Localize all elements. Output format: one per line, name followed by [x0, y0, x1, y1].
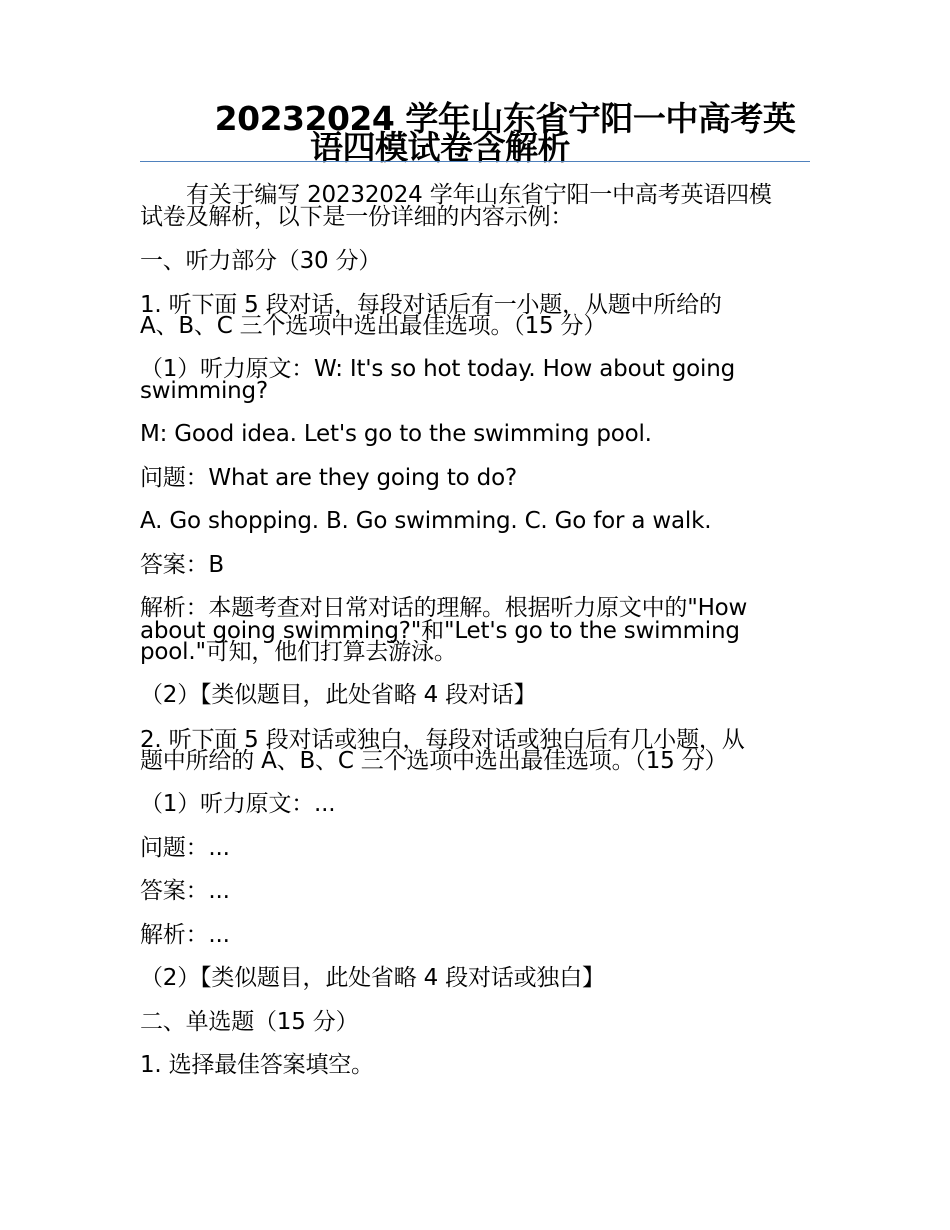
part-1-instruction-line-2: A、B、C 三个选项中选出最佳选项。（15 分）: [140, 313, 607, 339]
section-1-heading: 一、听力部分（30 分）: [140, 248, 382, 274]
title-line-1: 20232024 学年山东省宁阳一中高考英: [214, 99, 796, 138]
part-2-q1: （1）听力原文：...: [140, 791, 336, 817]
part-2-instruction-line-1: 2. 听下面 5 段对话或独白，每段对话或独白后有几小题，从: [140, 727, 745, 753]
part-1-omitted: （2）【类似题目，此处省略 4 段对话】: [140, 682, 537, 708]
part-1-options: A. Go shopping. B. Go swimming. C. Go for a walk.: [140, 508, 712, 534]
title-underline: [140, 161, 810, 162]
part-2-instruction-line-2: 题中所给的 A、B、C 三个选项中选出最佳选项。（15 分）: [140, 748, 728, 774]
title-line-2: 语四模试卷含解析: [310, 128, 570, 167]
part-1-analysis-line-3: pool."可知，他们打算去游泳。: [140, 639, 457, 665]
intro-line-2: 试卷及解析，以下是一份详细的内容示例：: [140, 204, 574, 230]
part-1-q1-line-2: swimming?: [140, 378, 268, 404]
part-2-answer: 答案：...: [140, 878, 230, 904]
part-1-q1-line-1: （1）听力原文：W: It's so hot today. How about going: [140, 356, 735, 382]
document-title: [140, 99, 810, 167]
part-2-question: 问题：...: [140, 835, 230, 861]
section-2-heading: 二、单选题（15 分）: [140, 1009, 359, 1035]
intro-line-1: 有关于编写 20232024 学年山东省宁阳一中高考英语四模: [186, 182, 772, 208]
part-1-q1-line-3: M: Good idea. Let's go to the swimming pool.: [140, 421, 652, 447]
part-1-instruction-line-1: 1. 听下面 5 段对话，每段对话后有一小题，从题中所给的: [140, 292, 722, 318]
part-1-question: 问题：What are they going to do?: [140, 465, 517, 491]
section-2-item-1: 1. 选择最佳答案填空。: [140, 1052, 374, 1078]
part-2-omitted: （2）【类似题目，此处省略 4 段对话或独白】: [140, 965, 605, 991]
part-1-analysis-line-2: about going swimming?"和"Let's go to the swimming: [140, 618, 740, 644]
part-1-analysis-line-1: 解析：本题考查对日常对话的理解。根据听力原文中的"How: [140, 595, 748, 621]
part-1-answer: 答案：B: [140, 552, 224, 578]
part-2-analysis: 解析：...: [140, 922, 230, 948]
